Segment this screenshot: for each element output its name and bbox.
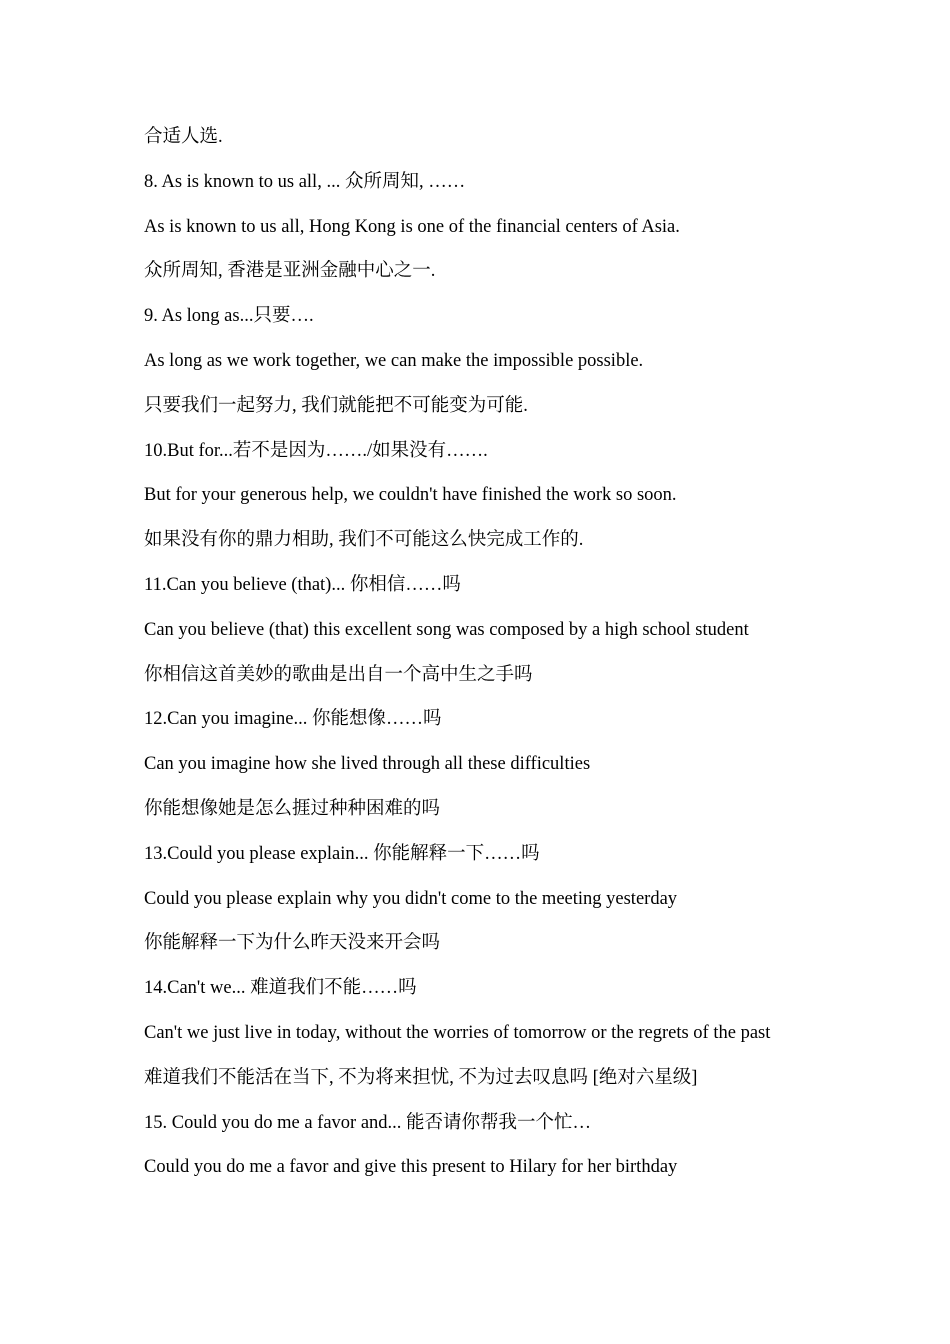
text-line: Could you do me a favor and give this present to Hilary for her birthday [144, 1157, 678, 1178]
text-line: 11.Can you believe (that)... 你相信……吗 [144, 574, 461, 595]
text-line: As long as we work together, we can make the impossible possible. [144, 350, 644, 371]
text-line: 难道我们不能活在当下, 不为将来担忧, 不为过去叹息吗 [绝对六星级] [144, 1067, 698, 1088]
text-line: 10.But for...若不是因为……./如果没有……. [144, 440, 488, 461]
text-line: 9. As long as...只要…. [144, 306, 314, 327]
text-line: Could you please explain why you didn't come to the meeting yesterday [144, 888, 678, 909]
text-line: 13.Could you please explain... 你能解释一下……吗 [144, 843, 540, 864]
text-line: 你相信这首美妙的歌曲是出自一个高中生之手吗 [144, 664, 533, 685]
text-line: 众所周知, 香港是亚洲金融中心之一. [144, 261, 436, 282]
text-line: But for your generous help, we couldn't have finished the work so soon. [144, 485, 677, 506]
text-line: 12.Can you imagine... 你能想像……吗 [144, 709, 442, 730]
text-line: Can you imagine how she lived through all these difficulties [144, 754, 591, 775]
text-line: 你能解释一下为什么昨天没来开会吗 [144, 933, 441, 954]
text-line: 14.Can't we... 难道我们不能……吗 [144, 978, 417, 999]
text-line: 只要我们一起努力, 我们就能把不可能变为可能. [144, 395, 528, 416]
text-line: 15. Could you do me a favor and... 能否请你帮我一个忙… [144, 1112, 592, 1133]
document-body [144, 122, 924, 1197]
text-line: 合适人选. [144, 127, 223, 147]
text-line: 8. As is known to us all, ... 众所周知, …… [144, 171, 466, 192]
text-line: 如果没有你的鼎力相助, 我们不可能这么快完成工作的. [144, 530, 584, 551]
text-line: 你能想像她是怎么捱过种种困难的吗 [144, 798, 441, 819]
text-line: Can't we just live in today, without the worries of tomorrow or the regrets of the past [144, 1022, 771, 1043]
text-line: Can you believe (that) this excellent song was composed by a high school student [144, 619, 749, 640]
text-line: As is known to us all, Hong Kong is one of the financial centers of Asia. [144, 216, 680, 237]
